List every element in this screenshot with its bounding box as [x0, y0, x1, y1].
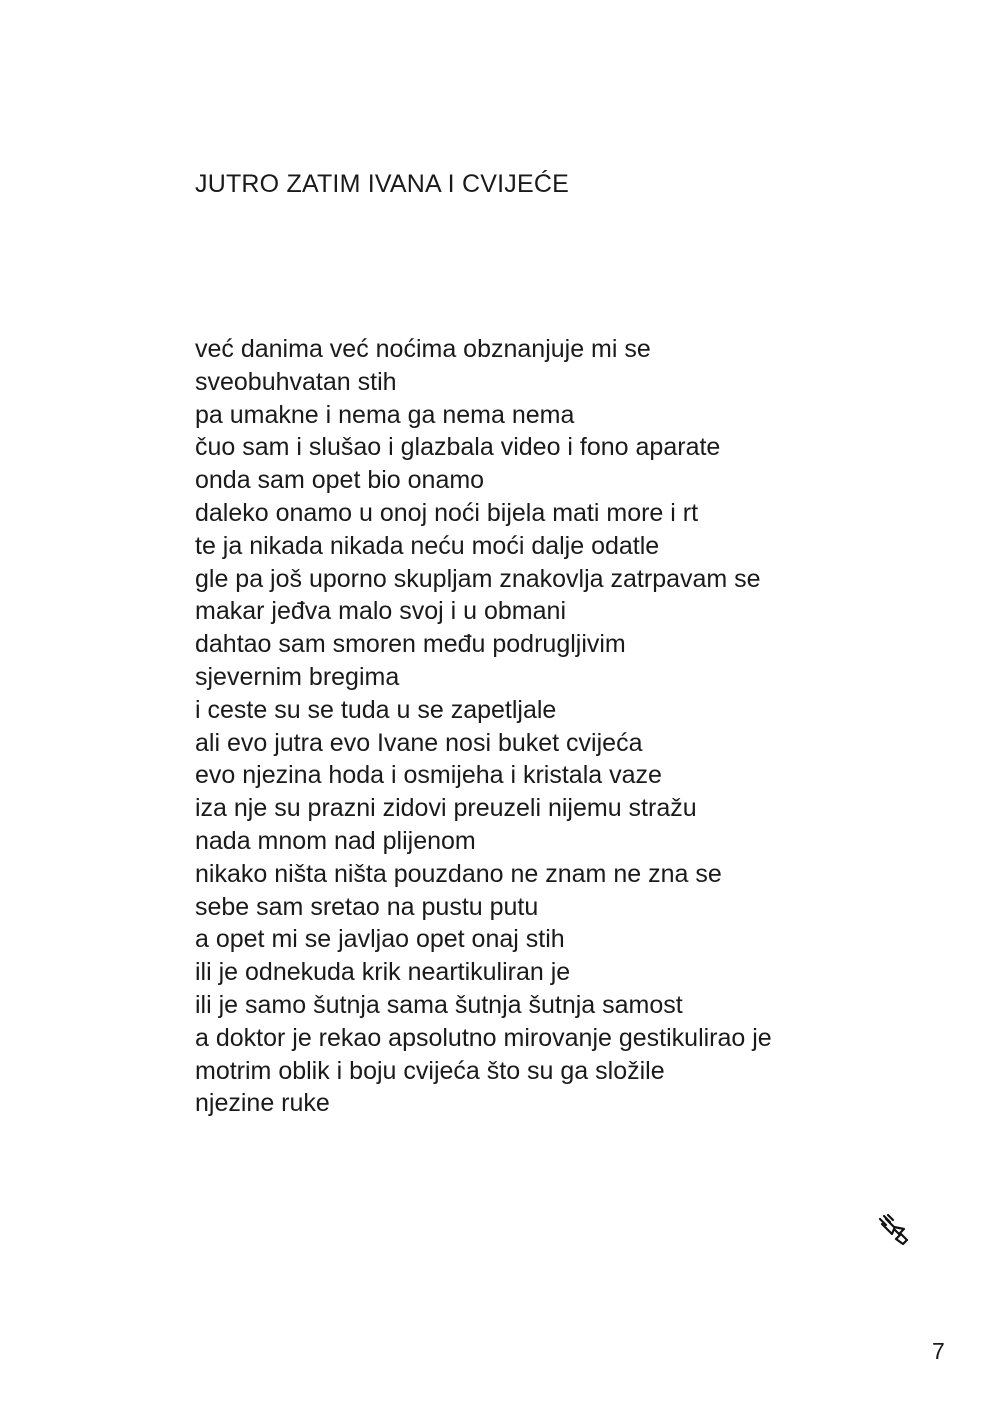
poem-line: dahtao sam smoren među podrugljivim	[195, 630, 626, 659]
poem-title: JUTRO ZATIM IVANA I CVIJEĆE	[195, 170, 569, 198]
poem-line: i ceste su se tuda u se zapetljale	[195, 695, 557, 724]
poem-line: već danima već noćima obznanjuje mi se	[195, 335, 651, 363]
poem-line: sveobuhvatan stih	[195, 367, 397, 396]
poem-line: sebe sam sretao na pustu putu	[195, 892, 539, 921]
poem-line: iza nje su prazni zidovi preuzeli nijemu stražu	[195, 794, 697, 823]
poem-line: ali evo jutra evo Ivane nosi buket cvijeća	[195, 728, 643, 757]
poem-line: onda sam opet bio onamo	[195, 466, 485, 495]
poem-line: te ja nikada nikada neću moći dalje odatle	[195, 531, 660, 560]
poem-line: motrim oblik i boju cvijeća što su ga složile	[195, 1056, 665, 1085]
poem-line: pa umakne i nema ga nema nema	[195, 400, 575, 429]
poem-line: nikako ništa ništa pouzdano ne znam ne zna se	[195, 859, 722, 888]
poem-body	[195, 333, 772, 1120]
poem-line: njezine ruke	[195, 1089, 330, 1118]
page-number: 7	[932, 1338, 945, 1364]
poem-line: sjevernim bregima	[195, 662, 400, 691]
pointing-hand-icon	[876, 1213, 910, 1247]
poem-line: a doktor je rekao apsolutno mirovanje gestikulirao je	[195, 1023, 772, 1052]
poem-line: evo njezina hoda i osmijeha i kristala vaze	[195, 761, 662, 790]
poem-line: makar jeđva malo svoj i u obmani	[195, 597, 566, 626]
poem-line: čuo sam i slušao i glazbala video i fono aparate	[195, 433, 721, 462]
poem-line: gle pa još uporno skupljam znakovlja zatrpavam se	[195, 564, 761, 593]
poem-line: ili je samo šutnja sama šutnja šutnja samost	[195, 990, 683, 1019]
poem-line: nada mnom nad plijenom	[195, 826, 476, 855]
poem-line: a opet mi se javljao opet onaj stih	[195, 925, 565, 954]
poem-line: daleko onamo u onoj noći bijela mati more i rt	[195, 498, 699, 527]
poem-line: ili je odnekuda krik neartikuliran je	[195, 958, 571, 987]
